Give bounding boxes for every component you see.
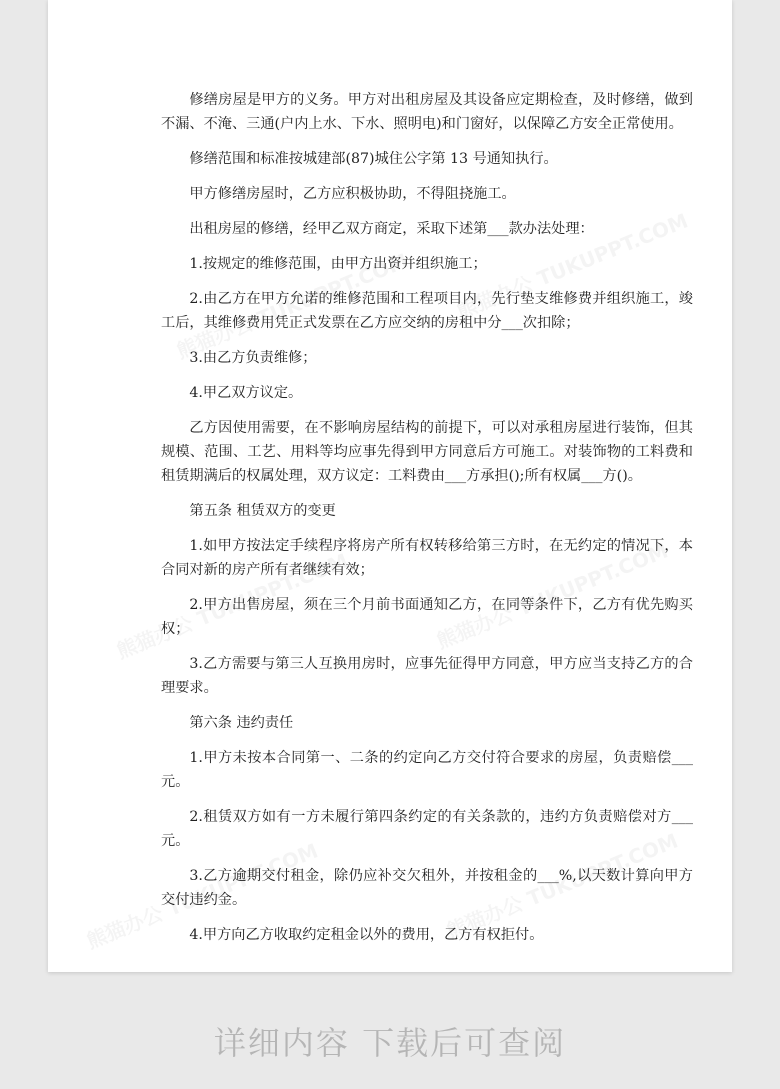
list-item: 3.由乙方负责维修； (189, 350, 317, 366)
paragraph: 修缮范围和标准按城建部(87)城住公字第 13 号通知执行。 (189, 151, 558, 167)
list-item: 1.按规定的维修范围，由甲方出资并组织施工； (189, 256, 487, 272)
section-heading: 第六条 违约责任 (189, 715, 294, 731)
paragraph: 修缮房屋是甲方的义务。甲方对出租房屋及其设备应定期检查，及时修缮，做到不漏、不淹、三通(户内上水、下水、照明电)和门窗好，以保障乙方安全正常使用。 (161, 92, 693, 132)
document-body (161, 88, 693, 958)
list-item: 2.甲方出售房屋，须在三个月前书面通知乙方，在同等条件下，乙方有优先购买权； (161, 597, 693, 637)
paragraph: 出租房屋的修缮，经甲乙双方商定，采取下述第___款办法处理： (189, 221, 594, 237)
section-heading: 第五条 租赁双方的变更 (189, 503, 336, 519)
download-notice: 详细内容 下载后可查阅 (213, 1024, 567, 1062)
list-item: 4.甲方向乙方收取约定租金以外的费用，乙方有权拒付。 (189, 927, 544, 943)
list-item: 2.由乙方在甲方允诺的维修范围和工程项目内，先行垫支维修费并组织施工，竣工后，其维修费用凭正式发票在乙方应交纳的房租中分___次扣除； (161, 291, 693, 331)
document-page (48, 0, 732, 972)
paragraph: 乙方因使用需要，在不影响房屋结构的前提下，可以对承租房屋进行装饰，但其规模、范围、工艺、用料等均应事先得到甲方同意后方可施工。对装饰物的工料费和租赁期满后的权属处理，双方议定：工料费由___方承担();所有权属___方()。 (161, 420, 693, 484)
list-item: 1.如甲方按法定手续程序将房产所有权转移给第三方时，在无约定的情况下，本合同对新的房产所有者继续有效； (161, 538, 693, 578)
list-item: 2.租赁双方如有一方未履行第四条约定的有关条款的，违约方负责赔偿对方___元。 (161, 809, 693, 849)
list-item: 3.乙方需要与第三人互换用房时，应事先征得甲方同意，甲方应当支持乙方的合理要求。 (161, 656, 693, 696)
list-item: 1.甲方未按本合同第一、二条的约定向乙方交付符合要求的房屋，负责赔偿___元。 (161, 750, 693, 790)
list-item: 4.甲乙双方议定。 (189, 385, 303, 401)
paragraph: 甲方修缮房屋时，乙方应积极协助，不得阻挠施工。 (189, 186, 516, 202)
list-item: 3.乙方逾期交付租金，除仍应补交欠租外，并按租金的___%,以天数计算向甲方交付违约金。 (161, 868, 693, 908)
